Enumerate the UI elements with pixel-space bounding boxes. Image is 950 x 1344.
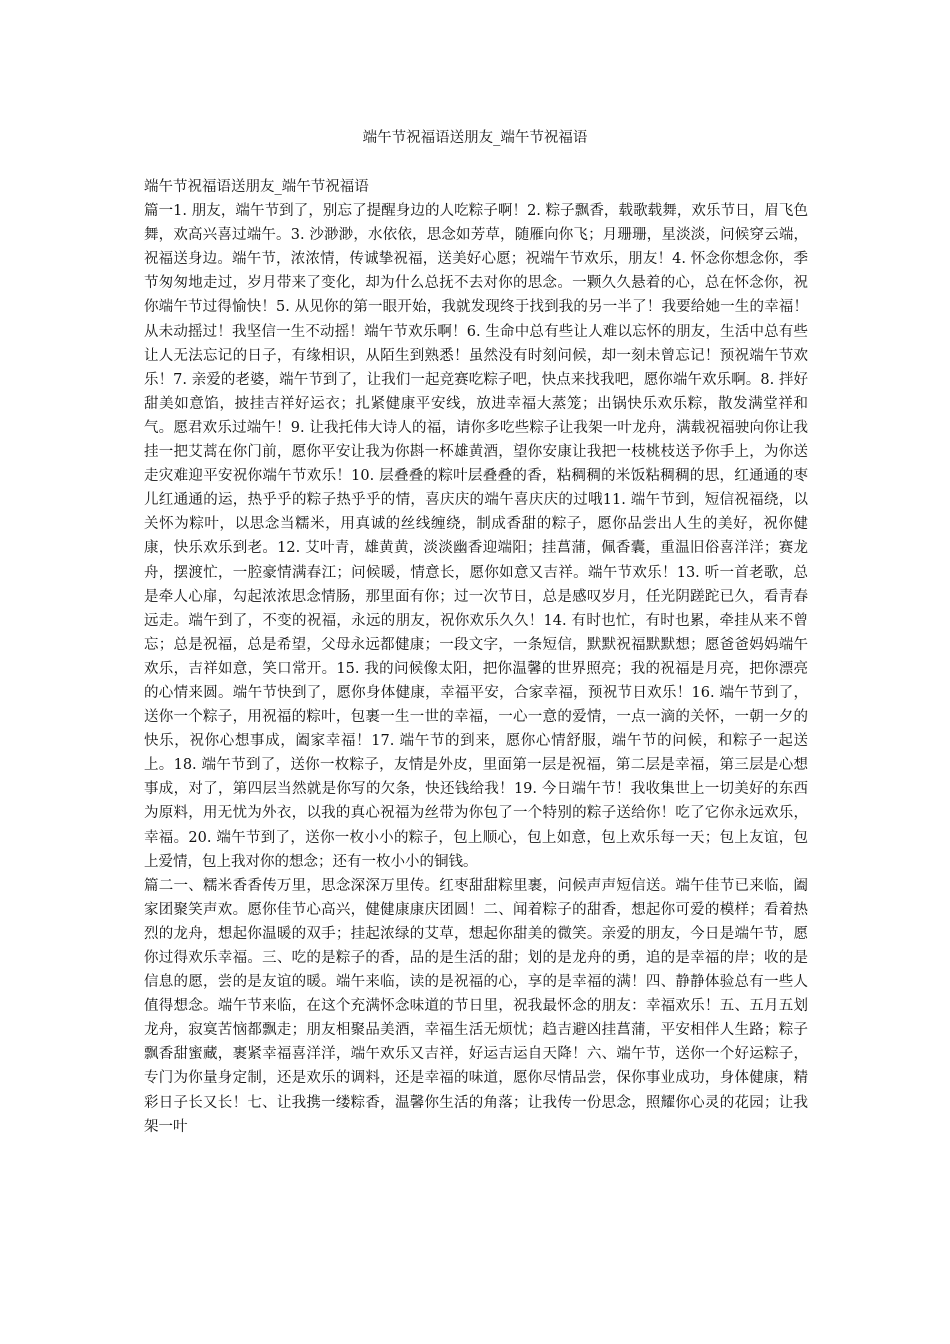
document-subtitle: 端午节祝福语送朋友_端午节祝福语 <box>144 179 369 195</box>
paragraph: 篇一1. 朋友，端午节到了，别忘了提醒身边的人吃粽子啊！2. 粽子飘香，载歌载舞，欢乐节日，眉飞色舞，欢高兴喜过端午。3. 沙渺渺，水依依，思念如芳草，随雁向你飞；月珊珊，星淡淡，问候穿云端，祝福送身边。端午节，浓浓情，传诚挚祝福，送美好心愿；祝端午节欢乐，朋友！4. 怀念你想念你，季节匆匆地走过，岁月带来了变化，却为什么总抚不去对你的思念。一颗久久悬着的心，总在怀念你，祝你端午节过得愉快！5. 从见你的第一眼开始，我就发现终于找到我的另一半了！我要给她一生的幸福！从未动摇过！我坚信一生不动摇！端午节欢乐啊！6. 生命中总有些让人难以忘怀的朋友，生活中总有些让人无法忘记的日子，有缘相识，从陌生到熟悉！虽然没有时刻问候，却一刻未曾忘记！预祝端午节欢乐！7. 亲爱的老婆，端午节到了，让我们一起竞赛吃粽子吧，快点来找我吧，愿你端午欢乐啊。8. 拌好甜美如意馅，披挂吉祥好运衣；扎紧健康平安线，放进幸福大蒸笼；出锅快乐欢乐粽，散发满堂祥和气。愿君欢乐过端午！9. 让我托伟大诗人的福，请你多吃些粽子让我架一叶龙舟，满载祝福驶向你让我挂一把艾蒿在你门前，愿你平安让我为你斟一杯雄黄酒，望你安康让我把一枝桃枝送予你手上，为你送走灾难迎平安祝你端午节欢乐！10. 层叠叠的粽叶层叠叠的香，粘稠稠的米饭粘稠稠的思，红通通的枣儿红通通的运，热乎乎的粽子热乎乎的情，喜庆庆的端午喜庆庆的过哦11. 端午节到，短信祝福绕，以关怀为粽叶，以思念当糯米，用真诚的丝线缠绕，制成香甜的粽子，愿你品尝出人生的美好，祝你健康，快乐欢乐到老。12. 艾叶青，雄黄黄，淡淡幽香迎端阳；挂菖蒲，佩香囊，重温旧俗喜洋洋；赛龙舟，摆渡忙，一腔豪情满春江；问候暖，情意长，愿你如意又吉祥。端午节欢乐！13. 听一首老歌，总是牵人心扉，勾起浓浓思念情肠，那里面有你；过一次节日，总是感叹岁月，任光阴蹉跎已久，看青春远走。端午到了，不变的祝福，永远的朋友，祝你欢乐久久！14. 有时也忙，有时也累，牵挂从来不曾忘；总是祝福，总是希望，父母永远都健康；一段文字，一条短信，默默祝福默默想；愿爸爸妈妈端午欢乐，吉祥如意，笑口常开。15. 我的问候像太阳，把你温馨的世界照亮；我的祝福是月亮，把你漂亮的心情来圆。端午节快到了，愿你身体健康，幸福平安，合家幸福，预祝节日欢乐！16. 端午节到了，送你一个粽子，用祝福的粽叶，包裹一生一世的幸福，一心一意的爱情，一点一滴的关怀，一朝一夕的快乐，祝你心想事成，阖家幸福！17. 端午节的到来，愿你心情舒服，端午节的问候，和粽子一起送上。18. 端午节到了，送你一枚粽子，友情是外皮，里面第一层是祝福，第二层是幸福，第三层是心想事成，对了，第四层当然就是你写的欠条，快还钱给我！19. 今日端午节！我收集世上一切美好的东西为原料，用无忧为外衣，以我的真心祝福为丝带为你包了一个特别的粽子送给你！吃了它你永远欢乐，幸福。20. 端午节到了，送你一枚小小的粽子，包上顺心，包上如意，包上欢乐每一天；包上友谊，包上爱情，包上我对你的想念；还有一枚小小的铜钱。 <box>144 203 808 870</box>
document-title: 端午节祝福语送朋友_端午节祝福语 <box>362 130 588 146</box>
paragraph: 篇二一、糯米香香传万里，思念深深万里传。红枣甜甜粽里裹，问候声声短信送。端午佳节已来临，阖家团聚笑声欢。愿你佳节心高兴，健健康康庆团圆！二、闻着粽子的甜香，想起你可爱的模样；看着热烈的龙舟，想起你温暖的双手；挂起浓绿的艾草，想起你甜美的微笑。亲爱的朋友，今日是端午节，愿你过得欢乐幸福。三、吃的是粽子的香，品的是生活的甜；划的是龙舟的勇，追的是幸福的岸；收的是信息的愿，尝的是友谊的暖。端午来临，读的是祝福的心，享的是幸福的满！四、静静体验总有一些人值得想念。端午节来临，在这个充满怀念味道的节日里，祝我最怀念的朋友：幸福欢乐！五、五月五划龙舟，寂寞苦恼都飘走；朋友相聚品美酒，幸福生活无烦忧；趋吉避凶挂菖蒲，平安相伴人生路；粽子飘香甜蜜藏，裹紧幸福喜洋洋，端午欢乐又吉祥，好运吉运自天降！六、端午节，送你一个好运粽子，专门为你量身定制，还是欢乐的调料，还是幸福的味道，愿你尽情品尝，保你事业成功，身体健康，精彩日子长又长！七、让我携一缕粽香，温馨你生活的角落；让我传一份思念，照耀你心灵的花园；让我架一叶 <box>144 877 808 1135</box>
document-body <box>144 175 808 1139</box>
